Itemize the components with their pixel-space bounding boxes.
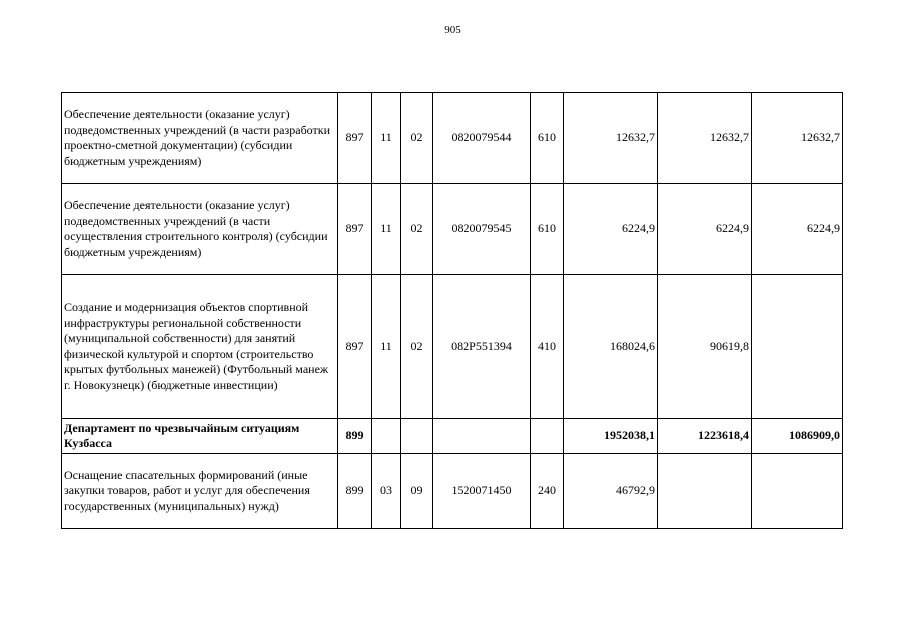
budget-table	[61, 92, 843, 529]
target-article: 0820079545	[433, 184, 531, 275]
target-article: 0820079544	[433, 93, 531, 184]
subsection-code	[401, 419, 433, 454]
amount-year-1: 6224,9	[564, 184, 658, 275]
amount-year-2: 1223618,4	[658, 419, 752, 454]
subsection-code: 02	[401, 275, 433, 419]
expense-type: 610	[531, 184, 564, 275]
row-name: Обеспечение деятельности (оказание услуг) подведомственных учреждений (в части разработки проектно-сметной документации) (субсидии бюджетным учреждениям)	[62, 93, 338, 184]
section-code: 11	[372, 275, 401, 419]
subsection-code: 09	[401, 454, 433, 529]
table-row	[62, 184, 843, 275]
expense-type: 610	[531, 93, 564, 184]
section-code: 11	[372, 184, 401, 275]
target-article: 082P551394	[433, 275, 531, 419]
subsection-code: 02	[401, 184, 433, 275]
amount-year-1: 168024,6	[564, 275, 658, 419]
page-number: 905	[444, 24, 461, 36]
amount-year-2	[658, 454, 752, 529]
row-name: Создание и модернизация объектов спортивной инфраструктуры региональной собственности (муниципальной собственности) для занятий физической культурой и спортом (строительство крытых футбольных манежей) (Футбольный манеж г. Новокузнецк) (бюджетные инвестиции)	[62, 275, 338, 419]
amount-year-3	[752, 454, 843, 529]
amount-year-2: 6224,9	[658, 184, 752, 275]
amount-year-1: 12632,7	[564, 93, 658, 184]
table-row	[62, 454, 843, 529]
amount-year-3: 12632,7	[752, 93, 843, 184]
row-name: Оснащение спасательных формирований (иные закупки товаров, работ и услуг для обеспечения государственных (муниципальных) нужд)	[62, 454, 338, 529]
subsection-code: 02	[401, 93, 433, 184]
ministry-code: 897	[338, 275, 372, 419]
section-code	[372, 419, 401, 454]
amount-year-2: 90619,8	[658, 275, 752, 419]
row-name: Департамент по чрезвычайным ситуациям Кузбасса	[62, 419, 338, 454]
amount-year-3	[752, 275, 843, 419]
amount-year-1: 1952038,1	[564, 419, 658, 454]
section-code: 03	[372, 454, 401, 529]
amount-year-3: 6224,9	[752, 184, 843, 275]
amount-year-2: 12632,7	[658, 93, 752, 184]
expense-type	[531, 419, 564, 454]
ministry-code: 899	[338, 454, 372, 529]
amount-year-1: 46792,9	[564, 454, 658, 529]
amount-year-3: 1086909,0	[752, 419, 843, 454]
ministry-code: 897	[338, 184, 372, 275]
target-article: 1520071450	[433, 454, 531, 529]
ministry-code: 899	[338, 419, 372, 454]
table-row	[62, 93, 843, 184]
target-article	[433, 419, 531, 454]
expense-type: 410	[531, 275, 564, 419]
row-name: Обеспечение деятельности (оказание услуг) подведомственных учреждений (в части осуществления строительного контроля) (субсидии бюджетным учреждениям)	[62, 184, 338, 275]
table-row	[62, 275, 843, 419]
expense-type: 240	[531, 454, 564, 529]
table-row-department	[62, 419, 843, 454]
ministry-code: 897	[338, 93, 372, 184]
section-code: 11	[372, 93, 401, 184]
